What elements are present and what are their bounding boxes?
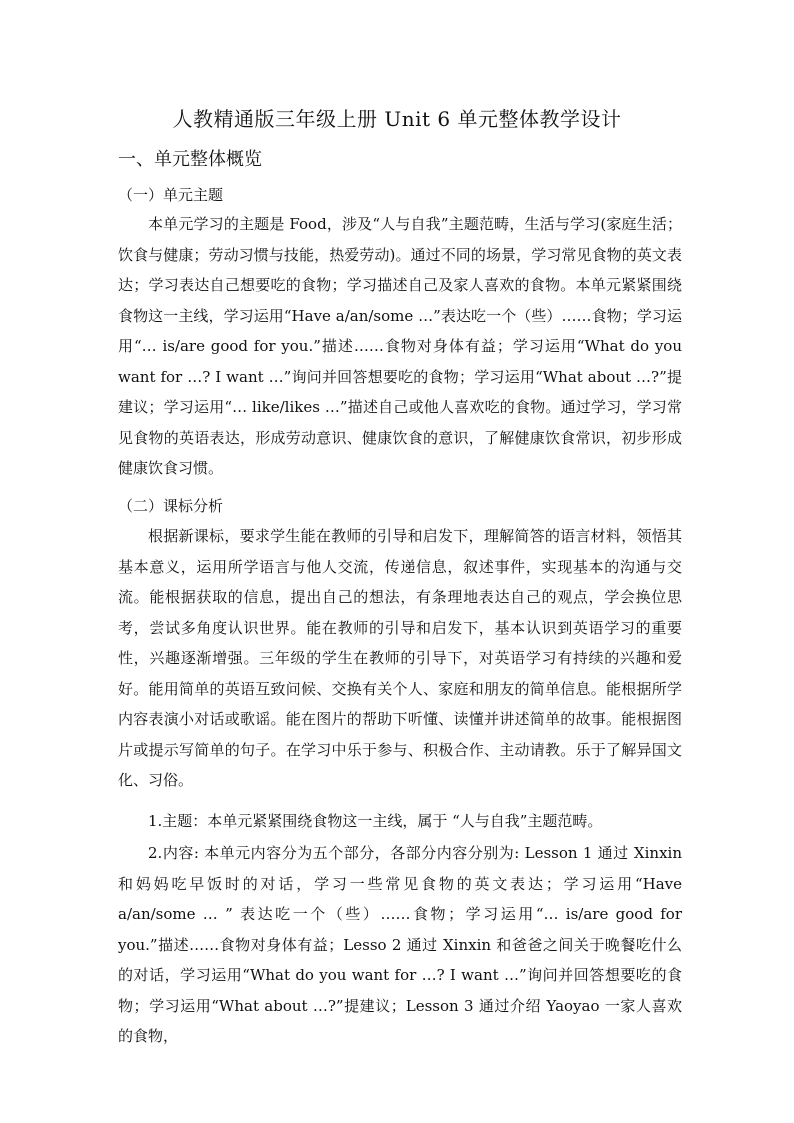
paragraph-theme: 本单元学习的主题是 Food，涉及“人与自我”主题范畴，生活与学习(家庭生活；饮食与健康；劳动习惯与技能，热爱劳动)。通过不同的场景，学习常见食物的英文表达；学习表达自己想要吃的食物；学习描述自己及家人喜欢的食物。本单元紧紧围绕食物这一主线，学习运用“Have a/an/some …”表达吃一个（些）……食物；学习运用“… is/are good for you.”描述……食物对身体有益；学习运用“What do you want for …? I want …”询问并回答想要吃的食物；学习运用“What about …?”提建议；学习运用“… like/likes …”描述自己或他人喜欢吃的食物。通过学习，学习常见食物的英语表达，形成劳动意识、健康饮食的意识，了解健康饮食常识，初步形成健康饮食习惯。 — [118, 215, 682, 477]
subsection-heading-curriculum: （二）课标分析 — [118, 497, 224, 515]
point-theme: 1.主题：本单元紧紧围绕食物这一主线，属于 “人与自我”主题范畴。 — [148, 812, 603, 830]
subsection-heading-theme: （一）单元主题 — [118, 186, 224, 204]
document-title: 人教精通版三年级上册 Unit 6 单元整体教学设计 — [172, 107, 622, 131]
paragraph-curriculum: 根据新课标，要求学生能在教师的引导和启发下，理解简答的语言材料，领悟其基本意义，运用所学语言与他人交流，传递信息，叙述事件，实现基本的沟通与交流。能根据获取的信息，提出自己的想法，有条理地表达自己的观点，学会换位思考，尝试多角度认识世界。能在教师的引导和启发下，基本认识到英语学习的重要性，兴趣逐渐增强。三年级的学生在教师的引导下，对英语学习有持续的兴趣和爱好。能用简单的英语互致问候、交换有关个人、家庭和朋友的简单信息。能根据所学内容表演小对话或歌谣。能在图片的帮助下听懂、读懂并讲述简单的故事。能根据图片或提示写简单的句子。在学习中乐于参与、积极合作、主动请教。乐于了解异国文化、习俗。 — [118, 527, 682, 789]
section-heading-overview: 一、单元整体概览 — [118, 149, 262, 170]
point-content: 2.内容: 本单元内容分为五个部分，各部分内容分别为: Lesson 1 通过 Xinxin 和妈妈吃早饭时的对话，学习一些常见食物的英文表达；学习运用“Have a/an/some … ” 表达吃一个（些）……食物；学习运用“… is/are good for you.”描述……食物对身体有益；Lesso 2 通过 Xinxin 和爸爸之间关于晚餐吃什么的对话，学习运用“What do you want for …? I want …”询问并回答想要吃的食物；学习运用“What about …?”提建议；Lesson 3 通过介绍 Yaoyao 一家人喜欢的食物， — [118, 844, 682, 1045]
